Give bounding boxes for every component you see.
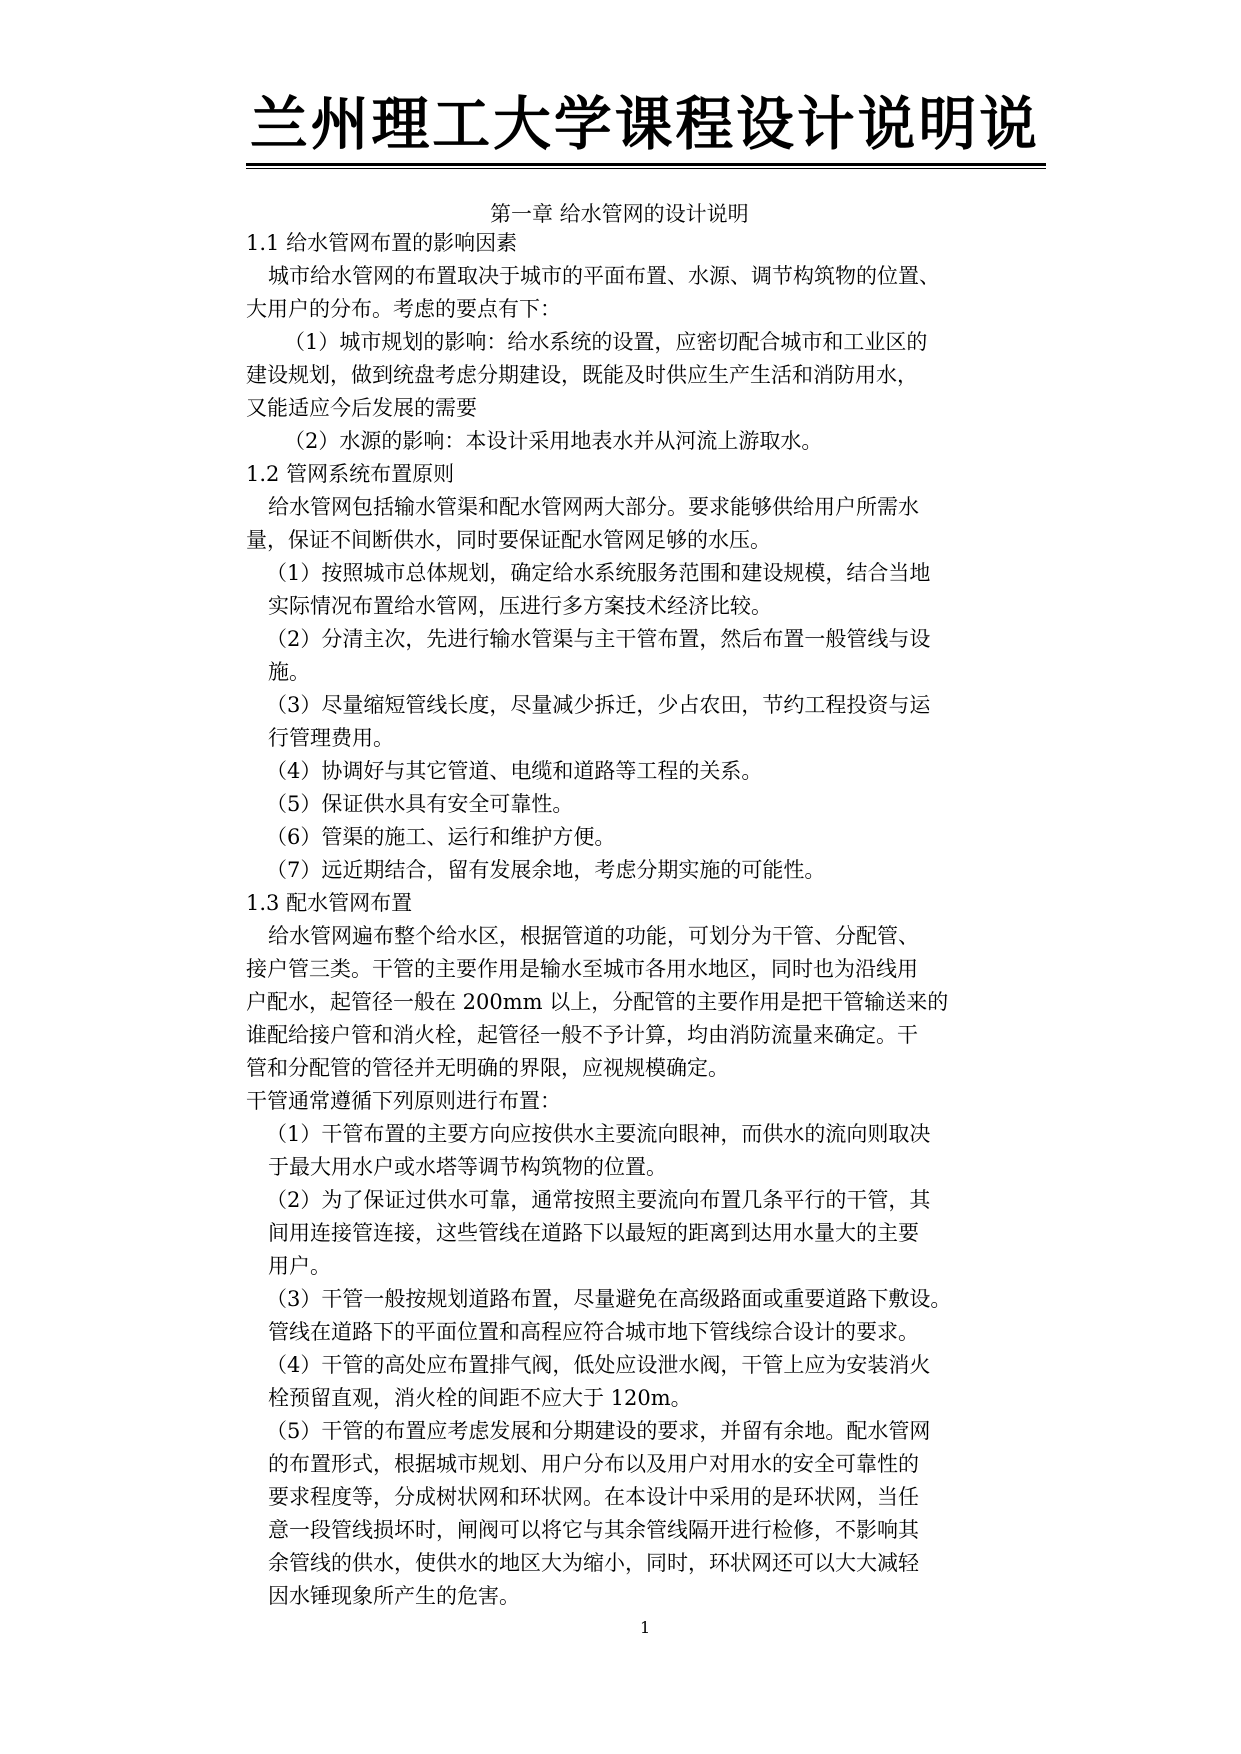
list-item-line: （3）干管一般按规划道路布置，尽量避免在高级路面或重要道路下敷设。	[266, 1287, 952, 1311]
list-item-line: （2）水源的影响：本设计采用地表水并从河流上游取水。	[284, 429, 823, 453]
list-item-line: 栓预留直观，消火栓的间距不应大于 120m。	[268, 1386, 692, 1410]
list-item-line: 建设规划，做到统盘考虑分期建设，既能及时供应生产生活和消防用水，	[246, 363, 918, 387]
list-item-line: （2）为了保证过供水可靠，通常按照主要流向布置几条平行的干管，其	[266, 1188, 931, 1212]
list-item-line: 用户。	[268, 1254, 331, 1278]
document-title: 兰州理工大学课程设计说明说	[250, 90, 1041, 158]
paragraph-line: 干管通常遵循下列原则进行布置：	[246, 1089, 561, 1113]
list-item-line: （1）干管布置的主要方向应按供水主要流向眼神，而供水的流向则取决	[266, 1122, 931, 1146]
paragraph-line: 管和分配管的管径并无明确的界限，应视规模确定。	[246, 1056, 729, 1080]
list-item-line: 于最大用水户或水塔等调节构筑物的位置。	[268, 1155, 667, 1179]
list-item-line: 行管理费用。	[268, 726, 394, 750]
paragraph-line: 城市给水管网的布置取决于城市的平面布置、水源、调节构筑物的位置、	[268, 264, 940, 288]
paragraph-line: 接户管三类。干管的主要作用是输水至城市各用水地区，同时也为沿线用	[246, 957, 918, 981]
list-item-line: （1）按照城市总体规划，确定给水系统服务范围和建设规模，结合当地	[266, 561, 931, 585]
paragraph-line: 谁配给接户管和消火栓，起管径一般不予计算，均由消防流量来确定。干	[246, 1023, 918, 1047]
list-item-line: （4）干管的高处应布置排气阀，低处应设泄水阀，干管上应为安装消火	[266, 1353, 931, 1377]
list-item-line: 施。	[268, 660, 310, 684]
page-number: 1	[640, 1618, 651, 1637]
paragraph-line: 给水管网遍布整个给水区，根据管道的功能，可划分为干管、分配管、	[268, 924, 919, 948]
list-item-line: （5）干管的布置应考虑发展和分期建设的要求，并留有余地。配水管网	[266, 1419, 931, 1443]
list-item-line: （2）分清主次，先进行输水管渠与主干管布置，然后布置一般管线与设	[266, 627, 931, 651]
list-item-line: （4）协调好与其它管道、电缆和道路等工程的关系。	[266, 759, 763, 783]
list-item-line: 管线在道路下的平面位置和高程应符合城市地下管线综合设计的要求。	[268, 1320, 919, 1344]
list-item-line: 间用连接管连接，这些管线在道路下以最短的距离到达用水量大的主要	[268, 1221, 919, 1245]
paragraph-line: 大用户的分布。考虑的要点有下：	[246, 297, 561, 321]
list-item-line: 的布置形式，根据城市规划、用户分布以及用户对用水的安全可靠性的	[268, 1452, 919, 1476]
title-rule-thin	[246, 168, 1046, 169]
list-item-line: 又能适应今后发展的需要	[246, 396, 477, 420]
paragraph-line: 户配水，起管径一般在 200mm 以上，分配管的主要作用是把干管输送来的	[246, 990, 949, 1014]
title-rule-thick	[246, 163, 1046, 166]
list-item-line: （3）尽量缩短管线长度，尽量减少拆迁，少占农田，节约工程投资与运	[266, 693, 931, 717]
list-item-line: （5）保证供水具有安全可靠性。	[266, 792, 574, 816]
list-item-line: （1）城市规划的影响：给水系统的设置，应密切配合城市和工业区的	[284, 330, 928, 354]
list-item-line: 意一段管线损坏时，闸阀可以将它与其余管线隔开进行检修，不影响其	[268, 1518, 919, 1542]
list-item-line: 实际情况布置给水管网，压进行多方案技术经济比较。	[268, 594, 772, 618]
list-item-line: （6）管渠的施工、运行和维护方便。	[266, 825, 616, 849]
section-heading-1-1: 1.1 给水管网布置的影响因素	[246, 231, 518, 255]
paragraph-line: 给水管网包括输水管渠和配水管网两大部分。要求能够供给用户所需水	[268, 495, 919, 519]
paragraph-line: 量，保证不间断供水，同时要保证配水管网足够的水压。	[246, 528, 771, 552]
list-item-line: （7）远近期结合，留有发展余地，考虑分期实施的可能性。	[266, 858, 826, 882]
chapter-heading: 第一章 给水管网的设计说明	[490, 202, 749, 226]
section-heading-1-3: 1.3 配水管网布置	[246, 891, 413, 915]
section-heading-1-2: 1.2 管网系统布置原则	[246, 462, 455, 486]
list-item-line: 余管线的供水，使供水的地区大为缩小，同时，环状网还可以大大减轻	[268, 1551, 919, 1575]
list-item-line: 因水锤现象所产生的危害。	[268, 1584, 520, 1608]
list-item-line: 要求程度等，分成树状网和环状网。在本设计中采用的是环状网，当任	[268, 1485, 919, 1509]
